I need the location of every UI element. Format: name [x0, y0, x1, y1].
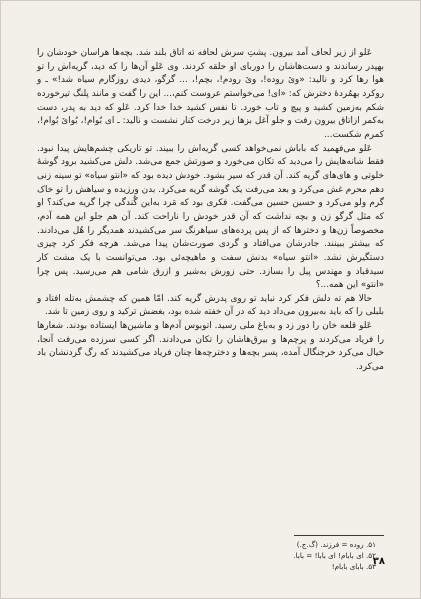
footnote: ۵۱. روده = فرزند. (گ.ج.) — [296, 540, 376, 549]
footnote-separator — [294, 535, 384, 536]
paragraph: عَلو می‌فهمید که باباش نمی‌خواهد کسی گریه‌اش را ببیند. تو تاریکی چشم‌هایش پیدا نبود. فقط شانه‌هایش را می‌دید که تکان می‌خورد و صورتش جمع می‌شد. دلش می‌کشید برود گوشهٔ خلوتی و های‌های گریه کند. آن قدر که سیر بشود. خودش دیده بود که «انتو سیاه» تو سینه زنی دهم محرم غش می‌کرد و بعد می‌رفت یک گوشه گریه می‌کرد. بدن ورزیده و سیاهش را تو خاک گرم ولو می‌کرد و حسین حسین می‌گفت. فکری بود که مَرد به‌این گُندگی چرا گریه می‌کند؟ او که مثل گرگو زن و بچه نداشت که آن قدر خودش را ناراحت کند. آن هم جلو این همه آدم، مخصوصاً زن‌ها و دخترها که از پس پرده‌های سیاهرنگ سر می‌کشیدند همدیگر را هُل می‌دادند. که بیشتر ببینند. جادرشان می‌افتاد و گردی صورت‌شان پیدا می‌شد. هرچه فکر کرد چیزی دستگیرش نشد. «انتو سیاه» بدنش سفت و ماهیچه‌ئی بود. می‌توانست با یک مشت کار سیدقباد و مهندس پیل را بسازد. حتی زورش به‌شیر و ازرق شامی هم می‌رسید. پس چرا «انتو» این همه...؟ — [37, 143, 384, 291]
paragraph: عَلو قلعه خان را دور زد و به‌باغ ملی رسید. اتوبوس آدم‌ها و ماشین‌ها ایستاده بودند. شعارها را فریاد می‌کردند و پرچم‌ها و بیرق‌هاشان را تکان می‌دادند. اگر کسی سرزده می‌رفت آنجا، خیال می‌کرد خرجنگال آمده، پسر بچه‌ها و دخترچه‌ها چنان فریاد می‌کشیدند که رگ گردنشان باد می‌کرد. — [37, 321, 384, 373]
footnotes — [293, 539, 376, 572]
paragraph: حالا هم ته دلش فکر کرد نباید تو روی پدرش گریه کند. امّا همین که چشمش به‌تله افتاد و بلبلی را که باید به‌بیرون می‌داد دید که در آن خفته شده بود، بغضش ترکید و روی زمین تا شد. — [37, 293, 384, 318]
page-number: ۳۸ — [372, 556, 385, 567]
footnote: ۵۲. ای بابام! ای بابا! = بابا. — [293, 551, 376, 560]
footnote: ۵۳. بابای بابام! — [331, 562, 376, 571]
body-text — [37, 47, 384, 375]
paragraph: عَلو از زیر لحاف آمد بیرون. پشتِ سرش لحافه ته اتاق بلند شد. بچه‌ها هراسان خودشان را بهپدر رساندند و دست‌هاشان را دوربای او حلقه کردند. وی عَلو آن‌ها را که دید، گریه‌اش را تو هوا رها کرد و نالید: «ویٚ روده!، ویٚ رودم!، بچم!، ... گرگو، دیدی روزگارم سیاه شد!» ـ و روکرد بهمُردهٔ دخترش که: «ای! می‌خواستم عروست کنم،... این را گفت و مانند پلنگ تیرخورده شکم به‌زمین کشید و پیچ و تاب خورد. تا نفس کشید خدا خدا کرد. عَلو که دید به پدر، دست به‌کمر ازاتاق بیرون رفت و جلو آغل بزها زیر درخت کنار نشست و نالید: ـ ای بُوام!، بُوایٚ بُوام!، کمرم شکست... — [37, 48, 384, 140]
